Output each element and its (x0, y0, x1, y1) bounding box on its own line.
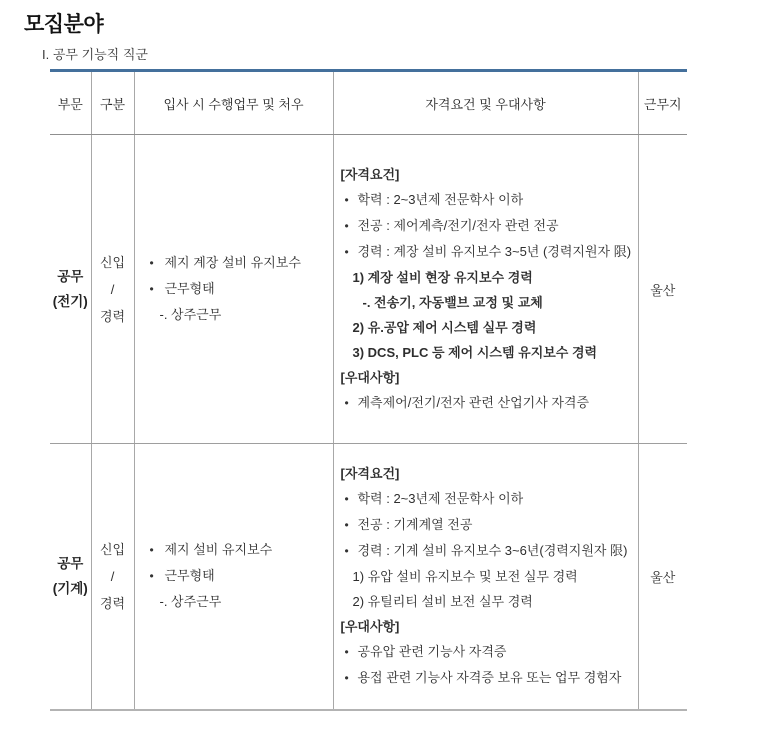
list-item-text: 공유압 관련 기능사 자격증 (357, 644, 507, 660)
bullet-icon: • (344, 492, 349, 507)
list-item-text: / (110, 281, 115, 297)
column-header-division: 부문 (50, 71, 91, 135)
page-title: 모집분야 (24, 13, 104, 36)
list-item-text: [자격요건] (340, 167, 400, 182)
table-row (50, 444, 687, 710)
list-item-text: 제지 계장 설비 유지보수 (164, 255, 301, 270)
division-cell (50, 135, 91, 444)
list-item-text: -. 전송기, 자동밸브 교정 및 교체 (362, 295, 543, 310)
list-item (135, 589, 333, 615)
list-item (334, 315, 638, 340)
list-item (334, 290, 638, 315)
bullet-icon: • (149, 569, 154, 584)
list-item (334, 614, 638, 639)
list-item-text: 전공 : 제어계측/전기/전자 관련 전공 (357, 218, 559, 233)
list-item-text: 계측제어/전기/전자 관련 산업기사 자격증 (357, 395, 590, 410)
list-item (334, 340, 638, 365)
list-item-text: 2) 유.공압 제어 시스템 실무 경력 (352, 320, 537, 335)
bullet-icon: • (344, 219, 349, 233)
list-item (334, 265, 638, 290)
bullet-icon: • (344, 193, 349, 207)
division-detail: (전기) (52, 294, 88, 309)
list-item-text: 학력 : 2~3년제 전문학사 이하 (357, 491, 524, 507)
division-name: 공무 (57, 556, 84, 572)
list-item (334, 589, 638, 614)
list-item-text: 1) 계장 설비 현장 유지보수 경력 (352, 270, 533, 285)
list-item (92, 303, 134, 330)
qualifications-cell (333, 135, 638, 444)
list-item (135, 537, 333, 563)
category-cell (91, 135, 134, 444)
list-item (334, 538, 638, 564)
list-item (92, 249, 134, 276)
list-item-text: -. 상주근무 (159, 594, 222, 610)
section-label: I. 공무 기능직 직군 (42, 47, 148, 62)
list-item-text: 경력 (99, 595, 126, 611)
list-item (334, 187, 638, 213)
bullet-icon: • (344, 245, 349, 259)
duties-cell (134, 444, 333, 710)
list-item (334, 564, 638, 589)
list-item-text: -. 상주근무 (159, 307, 222, 322)
list-item-text: [우대사항] (340, 370, 400, 385)
list-item (92, 563, 134, 590)
table-header-row (50, 71, 687, 135)
list-item (135, 563, 333, 589)
list-item (334, 665, 638, 691)
list-item (334, 213, 638, 239)
list-item-text: 학력 : 2~3년제 전문학사 이하 (357, 192, 524, 207)
qualifications-cell (333, 444, 638, 710)
list-item (334, 365, 638, 390)
column-header-location: 근무지 (638, 71, 687, 135)
column-header-duties: 입사 시 수행업무 및 처우 (134, 71, 333, 135)
list-item-text: 신입 (99, 254, 126, 270)
list-item-text: 근무형태 (164, 568, 215, 584)
bullet-icon: • (344, 518, 349, 533)
bullet-icon: • (344, 544, 349, 559)
list-item-text: 경력 : 계장 설비 유지보수 3~5년 (경력지원자 限) (357, 244, 632, 259)
list-item-text: 제지 설비 유지보수 (164, 542, 273, 558)
list-item-text: 용접 관련 기능사 자격증 보유 또는 업무 경험자 (357, 670, 622, 686)
recruitment-table (50, 69, 687, 711)
list-item (92, 590, 134, 617)
list-item (334, 239, 638, 265)
column-header-qualifications: 자격요건 및 우대사항 (333, 71, 638, 135)
duties-cell (134, 135, 333, 444)
bullet-icon: • (149, 282, 154, 296)
list-item-text: [우대사항] (340, 619, 400, 635)
list-item (334, 639, 638, 665)
bullet-icon: • (149, 543, 154, 558)
list-item (334, 461, 638, 486)
bullet-icon: • (149, 256, 154, 270)
list-item-text: 3) DCS, PLC 등 제어 시스템 유지보수 경력 (352, 345, 598, 360)
list-item (92, 536, 134, 563)
division-cell (50, 444, 91, 710)
list-item-text: 전공 : 기계계열 전공 (357, 517, 473, 533)
bullet-icon: • (344, 396, 349, 410)
division-detail: (기계) (52, 581, 88, 597)
list-item-text: 신입 (99, 541, 126, 557)
list-item (135, 276, 333, 302)
bullet-icon: • (344, 671, 349, 686)
list-item-text: [자격요건] (340, 466, 400, 482)
list-item (135, 250, 333, 276)
list-item-text: 근무형태 (164, 281, 215, 296)
list-item (334, 486, 638, 512)
list-item-text: 2) 유틸리티 설비 보전 실무 경력 (352, 594, 533, 610)
list-item (92, 276, 134, 303)
category-cell (91, 444, 134, 710)
list-item (135, 302, 333, 328)
column-header-category: 구분 (91, 71, 134, 135)
list-item-text: 경력 : 기계 설비 유지보수 3~6년(경력지원자 限) (357, 543, 628, 559)
list-item (334, 512, 638, 538)
list-item-text: 1) 유압 설비 유지보수 및 보전 실무 경력 (352, 569, 578, 585)
list-item-text: / (110, 568, 115, 584)
list-item-text: 경력 (99, 308, 126, 324)
list-item (334, 390, 638, 416)
table-row (50, 135, 687, 444)
bullet-icon: • (344, 645, 349, 660)
location-cell: 울산 (638, 135, 687, 444)
location-cell: 울산 (650, 569, 676, 585)
list-item (334, 162, 638, 187)
division-name: 공무 (57, 269, 84, 284)
